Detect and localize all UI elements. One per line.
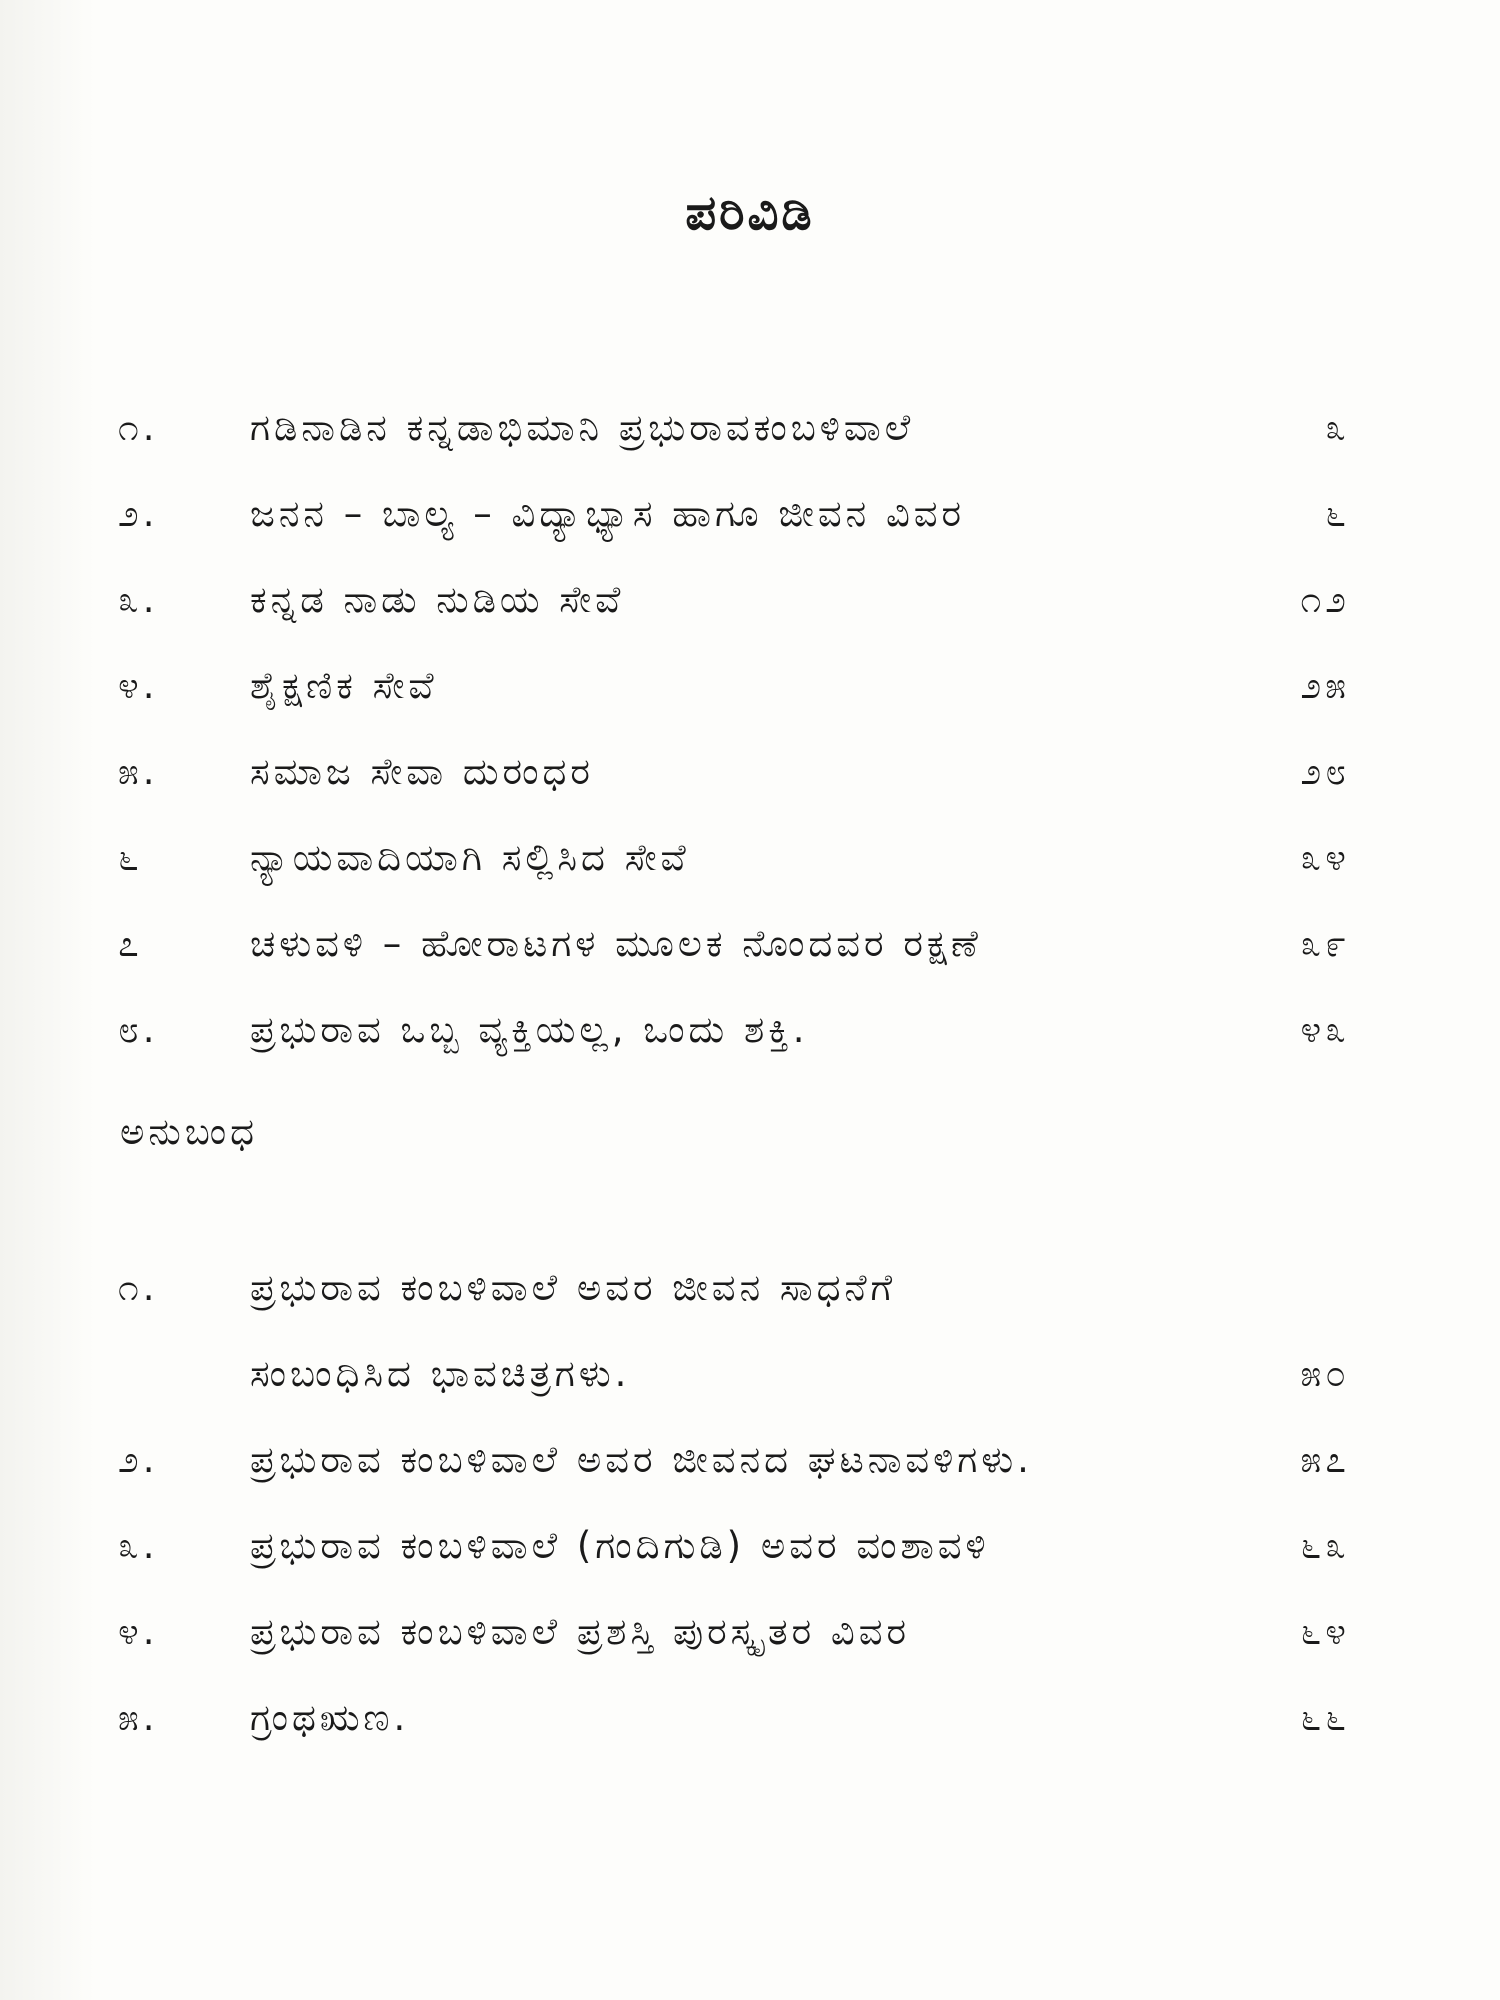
contents-item xyxy=(100,729,1350,815)
appendix-item xyxy=(100,1589,1350,1675)
item-page-number: ೫೭ xyxy=(1300,1438,1350,1481)
item-number: ೪. xyxy=(118,664,159,707)
item-number: ೨. xyxy=(118,1438,159,1481)
contents-list xyxy=(100,385,1350,1073)
item-title: ಪ್ರಭುರಾವ ಕಂಬಳಿವಾಲೆ ಪ್ರಶಸ್ತಿ ಪುರಸ್ಕೃತರ ವಿವರ xyxy=(250,1610,911,1653)
page-title: ಪರಿವಿಡಿ xyxy=(685,185,815,241)
item-page-number: ೬೪ xyxy=(1300,1610,1350,1653)
contents-item xyxy=(100,815,1350,901)
item-page-number: ೩೪ xyxy=(1300,836,1350,879)
item-title: ಜನನ – ಬಾಲ್ಯ – ವಿದ್ಯಾಭ್ಯಾಸ ಹಾಗೂ ಜೀವನ ವಿವರ xyxy=(250,492,966,535)
item-page-number: ೬೬ xyxy=(1300,1696,1350,1739)
item-number: ೧. xyxy=(118,406,159,449)
item-title-line-2: ಸಂಬಂಧಿಸಿದ ಭಾವಚಿತ್ರಗಳು. xyxy=(250,1352,631,1395)
item-title: ಪ್ರಭುರಾವ ಕಂಬಳಿವಾಲೆ (ಗಂದಿಗುಡಿ) ಅವರ ವಂಶಾವಳಿ xyxy=(250,1524,990,1567)
item-page-number: ೩೯ xyxy=(1300,922,1350,965)
item-title: ನ್ಯಾಯವಾದಿಯಾಗಿ ಸಲ್ಲಿಸಿದ ಸೇವೆ xyxy=(250,836,690,879)
item-page-number: ೨೮ xyxy=(1300,750,1350,793)
item-number: ೭ xyxy=(118,922,143,965)
item-title: ಪ್ರಭುರಾವ ಒಬ್ಬ ವ್ಯಕ್ತಿಯಲ್ಲ, ಒಂದು ಶಕ್ತಿ. xyxy=(250,1008,809,1051)
item-number: ೬ xyxy=(118,836,143,879)
item-number: ೮. xyxy=(118,1008,159,1051)
contents-item xyxy=(100,471,1350,557)
appendix-list xyxy=(100,1245,1350,1761)
item-page-number: ೫೦ xyxy=(1300,1352,1350,1395)
item-title: ಶೈಕ್ಷಣಿಕ ಸೇವೆ xyxy=(250,664,438,707)
appendix-heading: ಅನುಬಂಧ xyxy=(120,1110,259,1153)
item-page-number: ೨೫ xyxy=(1300,664,1350,707)
item-page-number: ೩ xyxy=(1325,406,1350,449)
appendix-item xyxy=(100,1675,1350,1761)
item-number: ೫. xyxy=(118,1696,159,1739)
item-page-number: ೬೩ xyxy=(1300,1524,1350,1567)
appendix-item xyxy=(100,1503,1350,1589)
contents-item xyxy=(100,385,1350,471)
contents-item xyxy=(100,643,1350,729)
appendix-item xyxy=(100,1245,1350,1417)
item-page-number: ೧೨ xyxy=(1300,578,1350,621)
item-number: ೨. xyxy=(118,492,159,535)
contents-item xyxy=(100,987,1350,1073)
contents-item xyxy=(100,557,1350,643)
appendix-item xyxy=(100,1417,1350,1503)
item-title: ಗ್ರಂಥಋಣ. xyxy=(250,1696,410,1739)
item-number: ೧. xyxy=(118,1266,159,1309)
item-number: ೩. xyxy=(118,578,159,621)
item-page-number: ೬ xyxy=(1325,492,1350,535)
item-title: ಗಡಿನಾಡಿನ ಕನ್ನಡಾಭಿಮಾನಿ ಪ್ರಭುರಾವಕಂಬಳಿವಾಲೆ xyxy=(250,406,915,449)
item-title: ಸಮಾಜ ಸೇವಾ ದುರಂಧರ xyxy=(250,750,594,793)
item-page-number: ೪೩ xyxy=(1300,1008,1350,1051)
item-title: ಚಳುವಳಿ – ಹೋರಾಟಗಳ ಮೂಲಕ ನೊಂದವರ ರಕ್ಷಣೆ xyxy=(250,922,982,965)
item-number: ೩. xyxy=(118,1524,159,1567)
item-title: ಕನ್ನಡ ನಾಡು ನುಡಿಯ ಸೇವೆ xyxy=(250,578,625,621)
item-title xyxy=(250,1245,1250,1417)
item-number: ೪. xyxy=(118,1610,159,1653)
item-title: ಪ್ರಭುರಾವ ಕಂಬಳಿವಾಲೆ ಅವರ ಜೀವನದ ಘಟನಾವಳಿಗಳು. xyxy=(250,1438,1033,1481)
item-title-line-1: ಪ್ರಭುರಾವ ಕಂಬಳಿವಾಲೆ ಅವರ ಜೀವನ ಸಾಧನೆಗೆ xyxy=(250,1266,897,1309)
contents-item xyxy=(100,901,1350,987)
item-number: ೫. xyxy=(118,750,159,793)
